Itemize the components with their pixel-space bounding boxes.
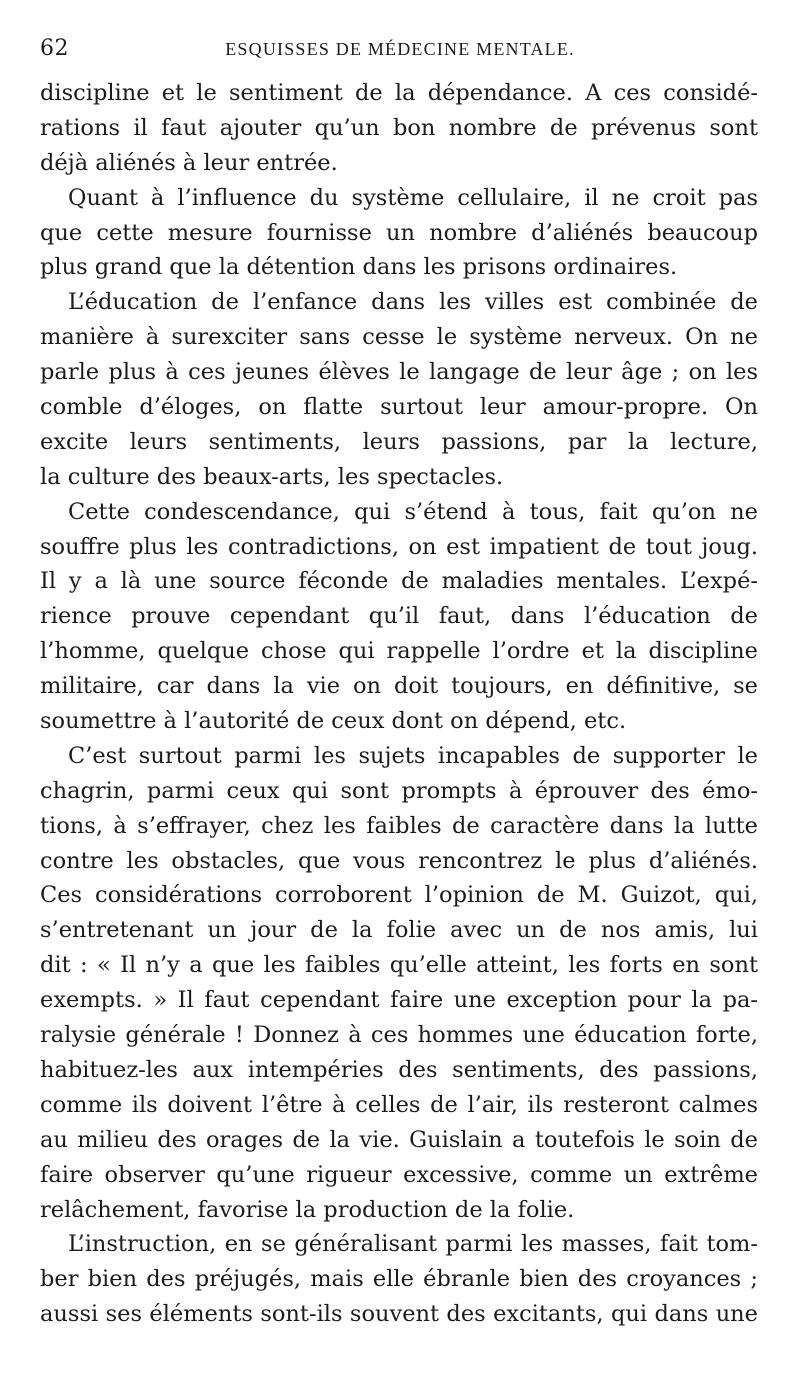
text-line: C’est surtout parmi les sujets incapables de supporter le xyxy=(68,742,758,769)
text-line: ralysie générale ! Donnez à ces hommes une éducation forte, xyxy=(40,1022,758,1049)
text-line: que cette mesure fournisse un nombre d’aliénés beaucoup xyxy=(40,219,758,246)
text-line: contre les obstacles, que vous rencontrez le plus d’aliénés. xyxy=(40,847,758,874)
text-line: rience prouve cependant qu’il faut, dans l’éducation de xyxy=(40,603,758,630)
text-line: parle plus à ces jeunes élèves le langage de leur âge ; on les xyxy=(40,359,758,386)
text-line: exempts. » Il faut cependant faire une exception pour la pa- xyxy=(40,987,758,1014)
text-line: comble d’éloges, on flatte surtout leur amour-propre. On xyxy=(40,394,758,421)
text-line: discipline et le sentiment de la dépendance. A ces considé- xyxy=(40,80,758,106)
text-line: rations il faut ajouter qu’un bon nombre de prévenus sont xyxy=(40,114,758,141)
running-head: ESQUISSES DE MÉDECINE MENTALE. xyxy=(225,39,575,59)
text-line: l’homme, quelque chose qui rappelle l’ordre et la discipline xyxy=(40,638,758,665)
text-line: au milieu des orages de la vie. Guislain a toutefois le soin de xyxy=(40,1126,758,1153)
text-line: la culture des beaux-arts, les spectacles. xyxy=(40,463,504,490)
body-text xyxy=(40,76,758,1332)
text-line: manière à surexciter sans cesse le système nerveux. On ne xyxy=(40,324,758,351)
text-line: relâchement, favorise la production de la folie. xyxy=(40,1196,575,1223)
text-line: aussi ses éléments sont-ils souvent des excitants, qui dans une xyxy=(40,1301,758,1328)
text-line: habituez-les aux intempéries des sentiments, des passions, xyxy=(40,1056,758,1083)
text-line: ber bien des préjugés, mais elle ébranle bien des croyances ; xyxy=(40,1266,758,1293)
page-number: 62 xyxy=(40,36,69,61)
text-line: Ces considérations corroborent l’opinion de M. Guizot, qui, xyxy=(40,882,758,909)
page-header xyxy=(40,34,760,64)
text-line: déjà aliénés à leur entrée. xyxy=(40,149,338,176)
text-line: faire observer qu’une rigueur excessive, comme un extrême xyxy=(40,1161,758,1188)
text-line: dit : « Il n’y a que les faibles qu’elle atteint, les forts en sont xyxy=(40,952,758,979)
text-line: tions, à s’effrayer, chez les faibles de caractère dans la lutte xyxy=(40,812,758,839)
text-line: militaire, car dans la vie on doit toujours, en définitive, se xyxy=(40,673,758,700)
text-line: souffre plus les contradictions, on est impatient de tout joug. xyxy=(40,533,758,560)
text-line: Cette condescendance, qui s’étend à tous, fait qu’on ne xyxy=(68,498,758,525)
text-line: soumettre à l’autorité de ceux dont on dépend, etc. xyxy=(40,708,627,735)
text-line: Quant à l’influence du système cellulaire, il ne croit pas xyxy=(68,184,758,211)
text-line: Il y a là une source féconde de maladies mentales. L’expé- xyxy=(40,568,758,595)
text-line: comme ils doivent l’être à celles de l’air, ils resteront calmes xyxy=(40,1091,758,1118)
text-line: L’éducation de l’enfance dans les villes est combinée de xyxy=(68,289,758,316)
text-line: plus grand que la détention dans les prisons ordinaires. xyxy=(40,254,678,281)
text-line: excite leurs sentiments, leurs passions, par la lecture, xyxy=(40,428,758,455)
text-line: s’entretenant un jour de la folie avec un de nos amis, lui xyxy=(40,917,758,944)
text-line: chagrin, parmi ceux qui sont prompts à éprouver des émo- xyxy=(40,777,758,804)
text-line: L’instruction, en se généralisant parmi les masses, fait tom- xyxy=(68,1231,758,1258)
